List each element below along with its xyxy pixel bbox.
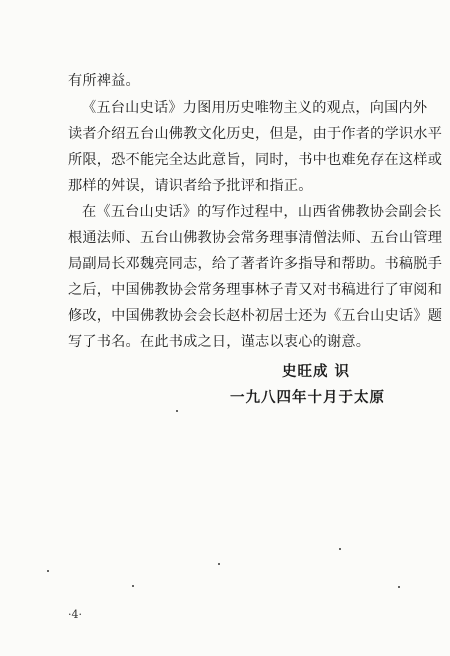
scan-speck xyxy=(218,563,220,565)
text-line: 《五台山史话》力图用历史唯物主义的观点，向国内外 xyxy=(82,100,428,116)
scan-speck xyxy=(339,548,341,550)
text-line: 之后，中国佛教协会常务理事林子青又对书稿进行了审阅和 xyxy=(68,282,443,298)
page-number: ·4· xyxy=(68,608,82,621)
text-line: 局副局长邓魏亮同志，给了著者许多指导和帮助。书稿脱手 xyxy=(68,256,443,272)
scan-speck xyxy=(47,570,49,572)
scan-speck xyxy=(176,410,178,412)
text-line: 有所禆益。 xyxy=(68,73,140,89)
signature-date-place: 一九八四年十月于太原 xyxy=(230,390,385,406)
text-line: 读者介绍五台山佛教文化历史，但是，由于作者的学识水平 xyxy=(68,126,443,142)
scan-speck xyxy=(398,586,400,588)
text-line: 所限，恐不能完全达此意旨，同时，书中也难免存在这样或 xyxy=(68,152,443,168)
text-line: 那样的舛误，请识者给予批评和指正。 xyxy=(68,178,313,194)
text-line: 根通法师、五台山佛教协会常务理事清僧法师、五台山管理 xyxy=(68,230,443,246)
text-line: 在《五台山史话》的写作过程中，山西省佛教协会副会长 xyxy=(82,204,442,220)
text-line: 写了书名。在此书成之日，谨志以衷心的谢意。 xyxy=(68,334,371,350)
text-line: 修改，中国佛教协会会长赵朴初居士还为《五台山史话》题 xyxy=(68,308,443,324)
scan-speck xyxy=(132,585,134,587)
author-signature: 史旺成 识 xyxy=(282,364,351,380)
